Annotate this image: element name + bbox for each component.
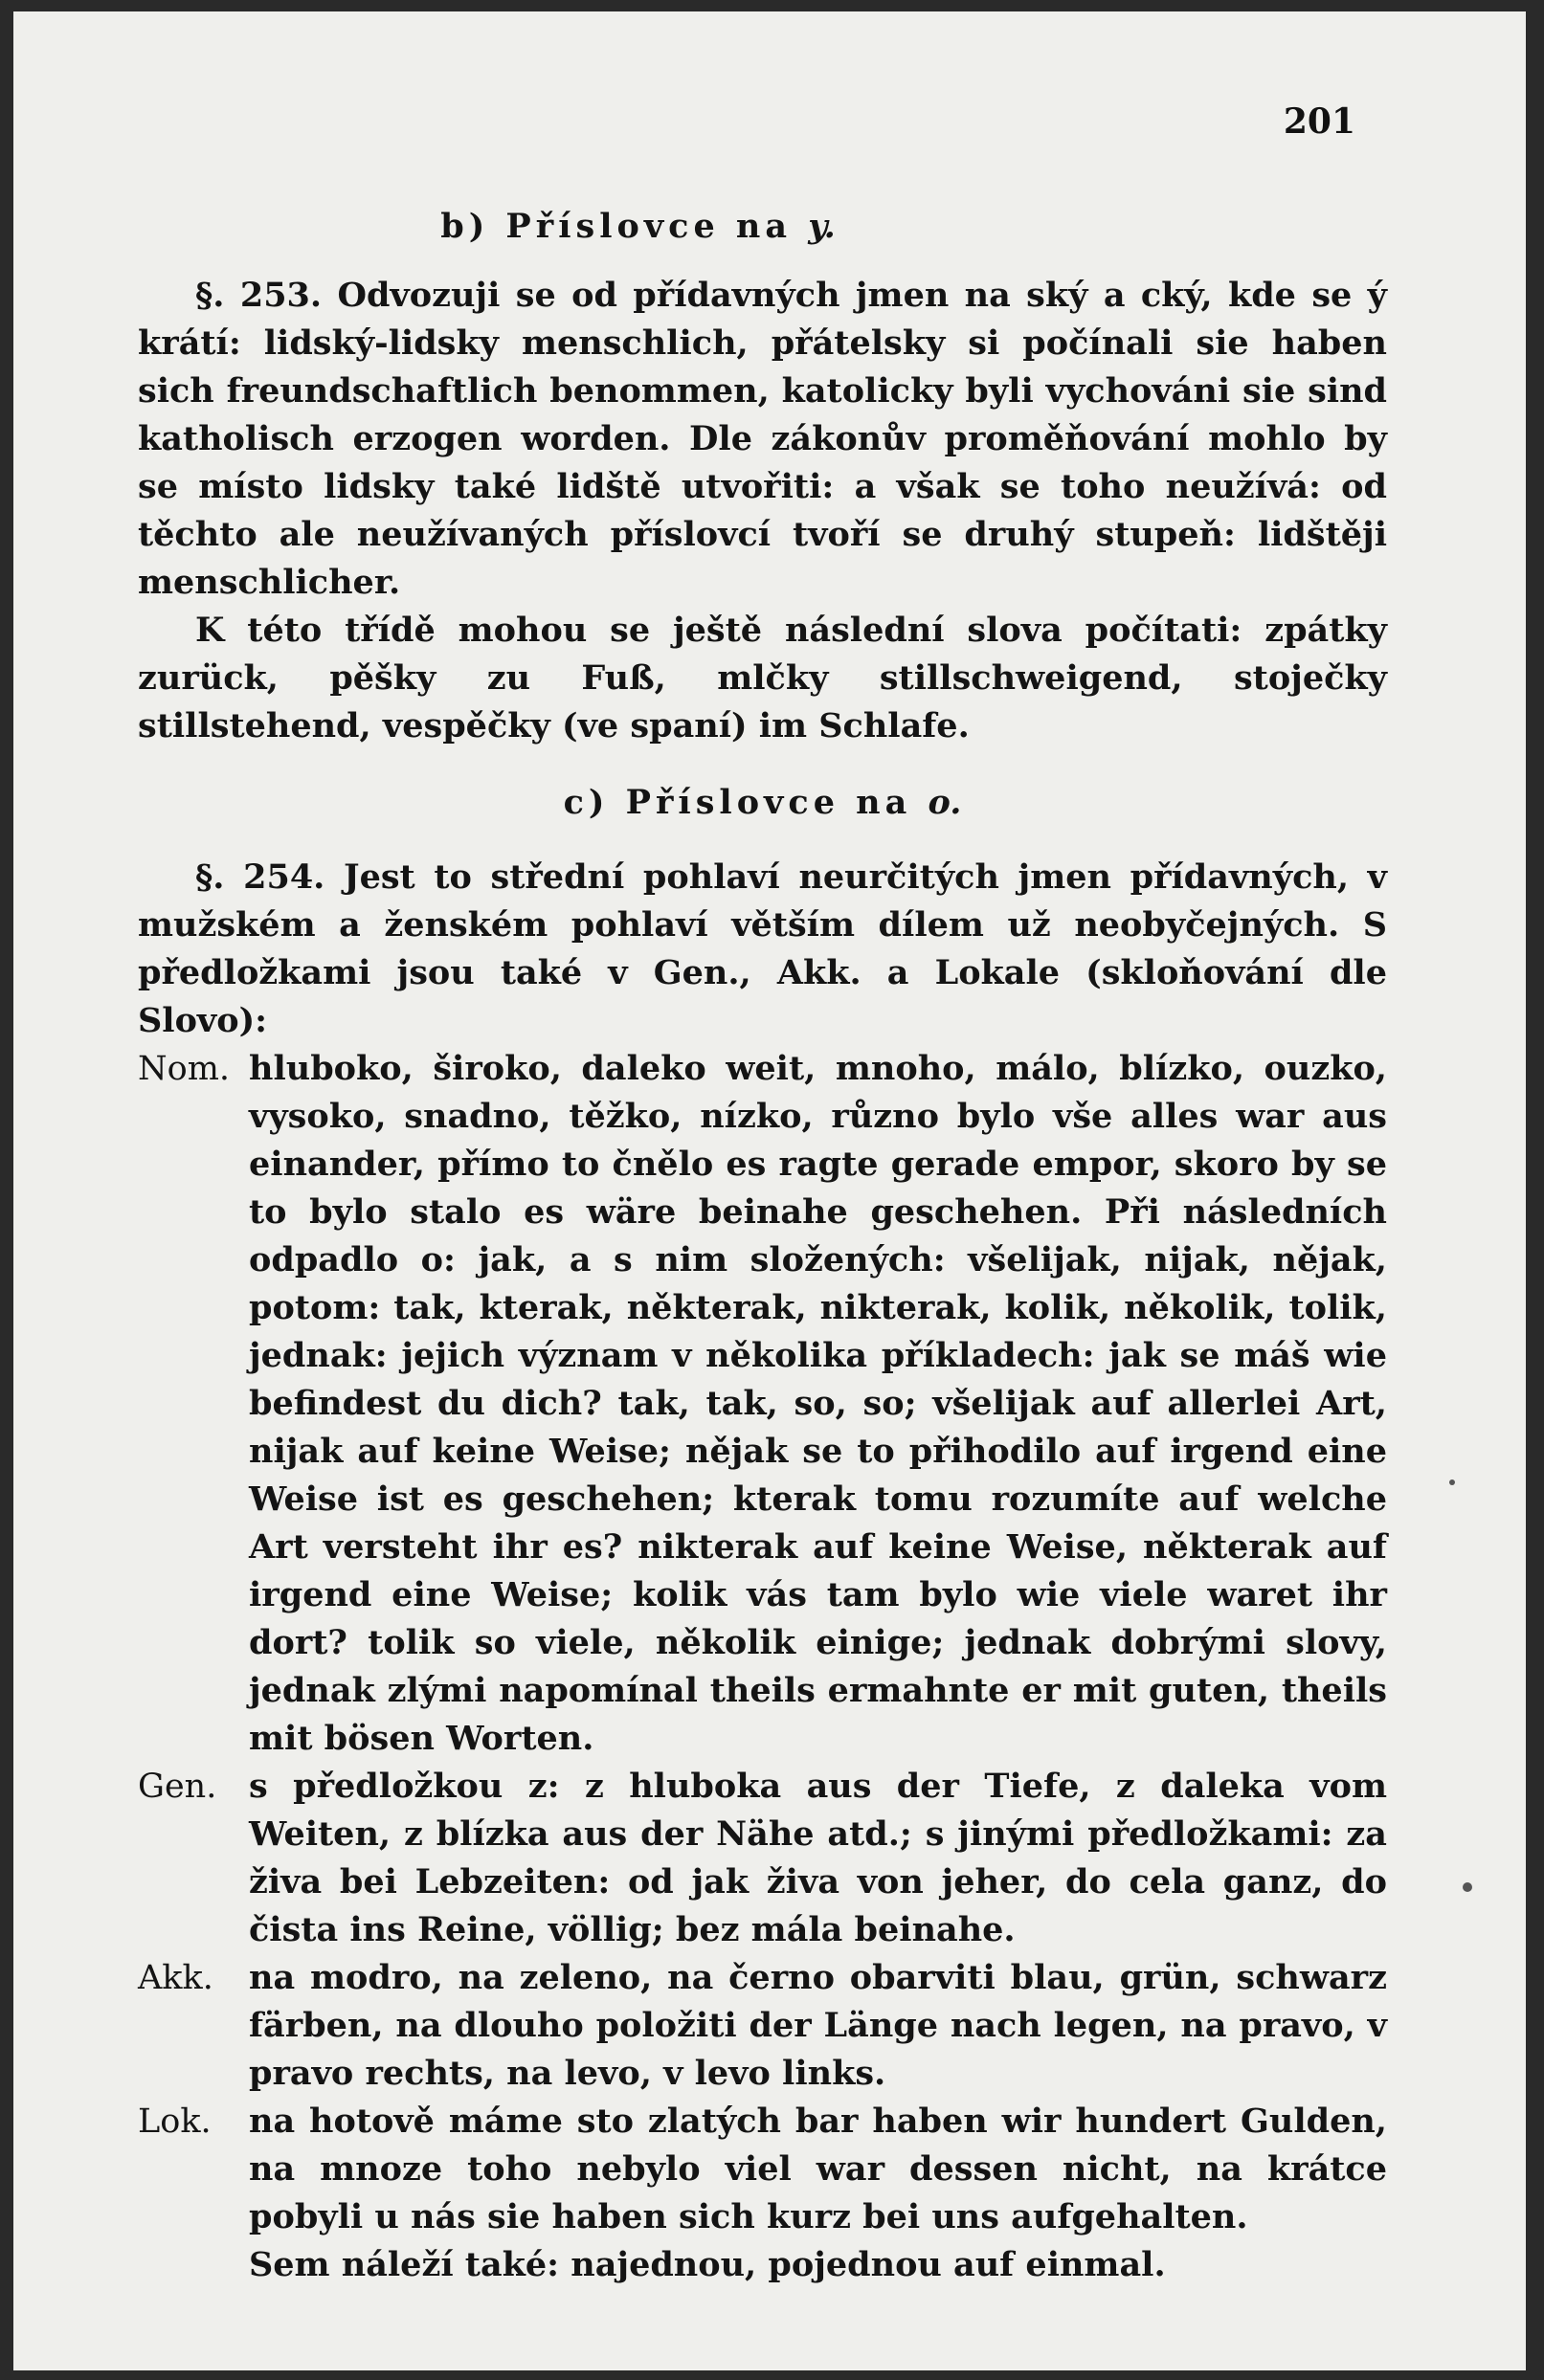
heading-b-prefix: b) Příslovce na: [440, 207, 809, 246]
page-body: [138, 203, 1387, 2289]
case-label: Gen.: [138, 1768, 217, 1806]
closing-line: Sem náleží také: najednou, pojednou auf einmal.: [249, 2245, 1166, 2284]
paper-speck: [1463, 1882, 1472, 1892]
case-locative: [138, 2098, 1387, 2241]
case-genitive: [138, 1763, 1387, 1954]
case-accusative: [138, 1954, 1387, 2098]
case-text: na hotově máme sto zlatých bar haben wir hundert Gulden, na mnoze toho nebylo viel war dessen nicht, na krátce pobyli u nás sie haben sich kurz bei uns aufgehalten.: [249, 2102, 1387, 2236]
case-nominative: [138, 1045, 1387, 1763]
section-heading-b: [0, 203, 1387, 251]
heading-b-letter: y.: [808, 207, 836, 246]
case-label: Nom.: [138, 1050, 231, 1088]
paper-speck: [1449, 1479, 1455, 1485]
paragraph-253-continued: K této třídě mohou se ještě následní slova počítati: zpátky zurück, pěšky zu Fuß, mlčky stillschweigend, stoječky stillstehend, vespěčky (ve spaní) im Schlafe.: [138, 611, 1387, 745]
section-heading-c: [138, 779, 1387, 827]
paragraph-254: §. 254. Jest to střední pohlaví neurčitých jmen přídavných, v mužském a ženském pohlaví větším dílem už neobyčejných. S předložkami jsou také v Gen., Akk. a Lokale (skloňování dle Slovo):: [138, 857, 1387, 1040]
heading-c-letter: o.: [928, 783, 962, 822]
case-text: hluboko, široko, daleko weit, mnoho, málo, blízko, ouzko, vysoko, snadno, těžko, nízko, různo bylo vše alles war aus einander, přímo to čnělo es ragte gerade empor, skoro by se to bylo stalo es wäre beinahe geschehen. Při následních odpadlo o: jak, a s nim složených: všelijak, nijak, nějak, potom: tak, kterak, některak, nikterak, kolik, několik, tolik, jednak: jejich význam v několika příkladech: jak se máš wie befindest du dich? tak, tak, so, so; všelijak auf allerlei Art, nijak auf keine Weise; nějak se to přihodilo auf irgend eine Weise ist es geschehen; kterak tomu rozumíte auf welche Art versteht ihr es? nikterak auf keine Weise, některak auf irgend eine Weise; kolik vás tam bylo wie viele waret ihr dort? tolik so viele, několik einige; jednak dobrými slovy, jednak zlými napomínal theils ermahnte er mit guten, theils mit bösen Worten.: [249, 1049, 1387, 1758]
heading-c-prefix: c) Příslovce na: [563, 783, 929, 822]
book-page: [13, 11, 1526, 2370]
case-list: [138, 1045, 1387, 2241]
case-label: Akk.: [138, 1959, 213, 1997]
case-text: s předložkou z: z hluboka aus der Tiefe, z daleka vom Weiten, z blízka aus der Nähe atd.; s jinými předložkami: za živa bei Lebzeiten: od jak živa von jeher, do cela ganz, do čista ins Reine, völlig; bez mála beinahe.: [249, 1767, 1387, 1949]
paragraph-253: §. 253. Odvozuji se od přídavných jmen na ský a cký, kde se ý krátí: lidský-lidsky menschlich, přátelsky si počínali sie haben sich freundschaftlich benommen, katolicky byli vychováni sie sind katholisch erzogen worden. Dle zákonův proměňování mohlo by se místo lidsky také lidště utvořiti: a však se toho neužívá: od těchto ale neužívaných příslovcí tvoří se druhý stupeň: lidštěji menschlicher.: [138, 276, 1387, 602]
page-number: 201: [1283, 101, 1355, 142]
case-text: na modro, na zeleno, na černo obarviti blau, grün, schwarz färben, na dlouho položiti der Länge nach legen, na pravo, v pravo rechts, na levo, v levo links.: [249, 1958, 1387, 2093]
case-label: Lok.: [138, 2102, 212, 2141]
